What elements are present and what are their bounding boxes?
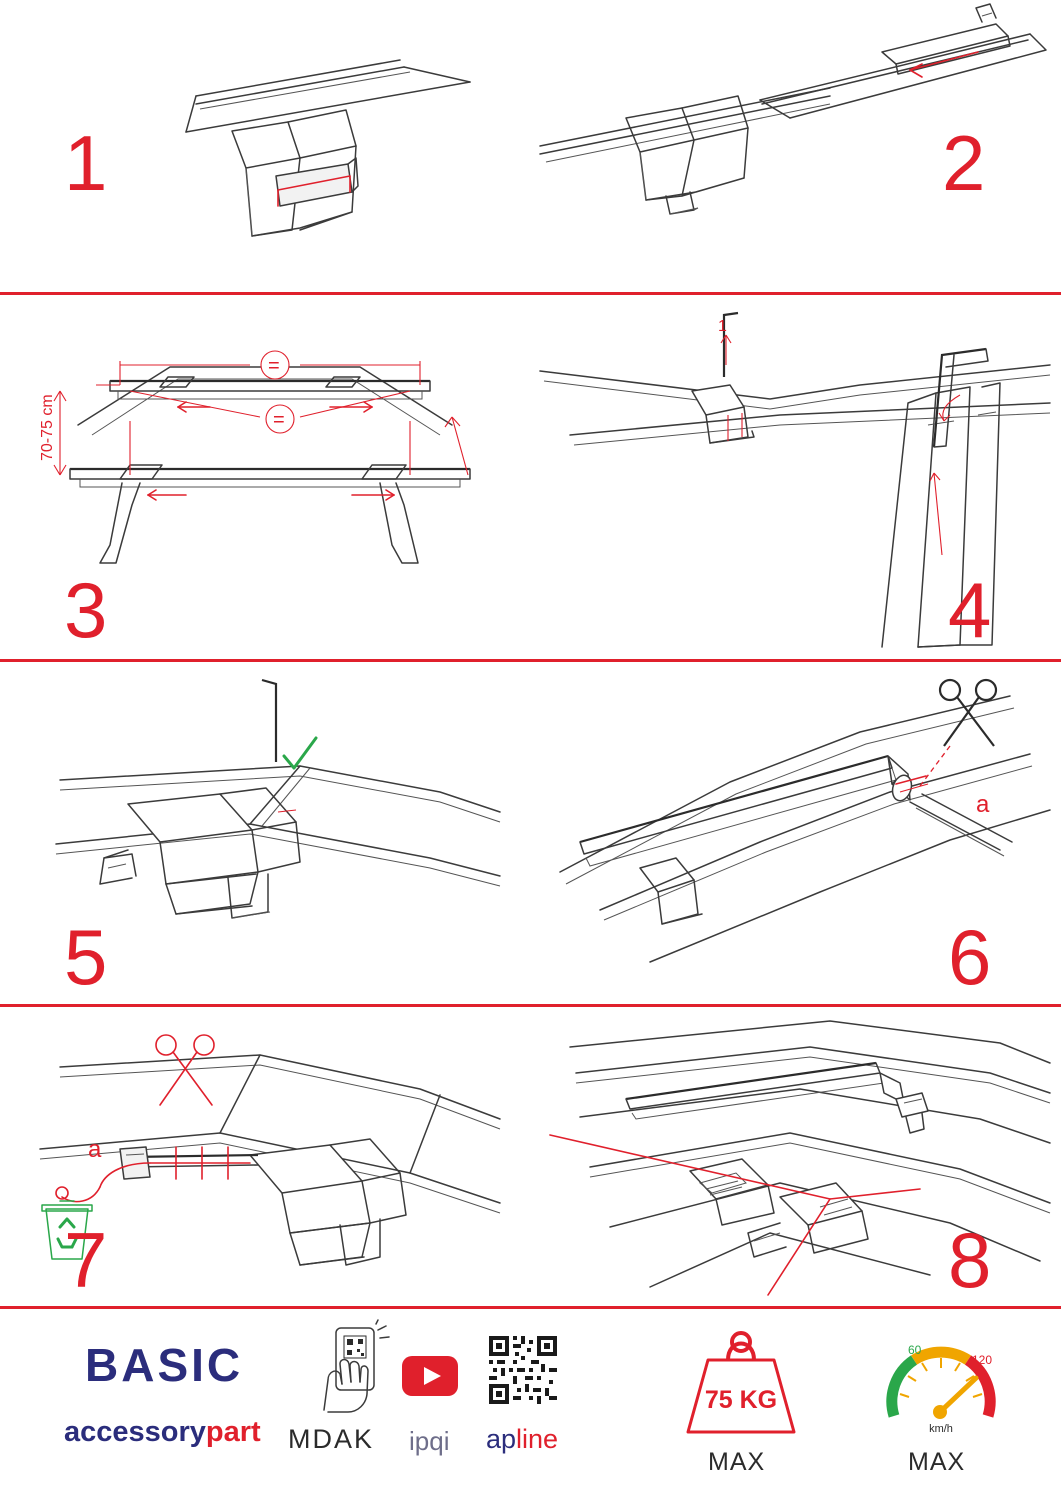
step-8-number: 8: [948, 1216, 990, 1304]
max-load-icon: [676, 1320, 806, 1442]
step-2-number: 2: [942, 119, 984, 207]
step-3-number: 3: [64, 566, 106, 654]
footer: [0, 1306, 1061, 1500]
panel-step-6: [530, 662, 1061, 1004]
scissors-icon: [156, 1035, 214, 1105]
panel-step-1: [0, 0, 530, 292]
step-4-number: 4: [948, 566, 990, 654]
panel-step-2: [530, 0, 1061, 292]
brand-title: BASIC: [85, 1339, 244, 1391]
qr-phone-hand-icon: [310, 1324, 394, 1414]
equal-sign-top: =: [268, 355, 280, 377]
max-speed-icon: [876, 1320, 1006, 1442]
max-load-caption: MAX: [708, 1448, 766, 1476]
step-6-number: 6: [948, 913, 990, 1001]
label-a: a: [976, 791, 990, 818]
youtube-icon[interactable]: [402, 1356, 458, 1396]
partner-apline-label: [486, 1424, 558, 1455]
panel-step-5: [0, 662, 530, 1004]
panel-step-7: [0, 1007, 530, 1306]
scissors-icon: [940, 680, 996, 746]
max-speed-caption: MAX: [908, 1448, 966, 1476]
qr-code-icon: [487, 1334, 559, 1406]
speed-tick-60: 60: [908, 1343, 922, 1357]
label-a: a: [88, 1136, 102, 1163]
partner-apline-ap: ap: [486, 1424, 517, 1454]
equal-sign-bottom: =: [273, 409, 285, 431]
partner-ipqi-label: ipqi: [409, 1426, 450, 1456]
speed-unit: km/h: [929, 1423, 953, 1435]
step-7-number: 7: [64, 1216, 106, 1304]
brand-subtitle-accessory: accessory: [64, 1416, 206, 1448]
max-load-value: 75 KG: [704, 1386, 778, 1414]
distance-label: 70-75 cm: [39, 394, 56, 461]
callout-1: 1: [718, 318, 727, 335]
panel-step-8: [530, 1007, 1061, 1306]
panel-step-3: [0, 295, 530, 659]
brand-subtitle: [64, 1416, 261, 1449]
panel-step-4: [530, 295, 1061, 659]
brand-subtitle-part: part: [205, 1416, 261, 1448]
partner-mdak-label: MDAK: [288, 1424, 375, 1454]
partner-apline-line: line: [516, 1424, 559, 1454]
step-1-number: 1: [64, 119, 106, 207]
speed-tick-120: 120: [972, 1353, 993, 1367]
step-5-number: 5: [64, 913, 106, 1001]
